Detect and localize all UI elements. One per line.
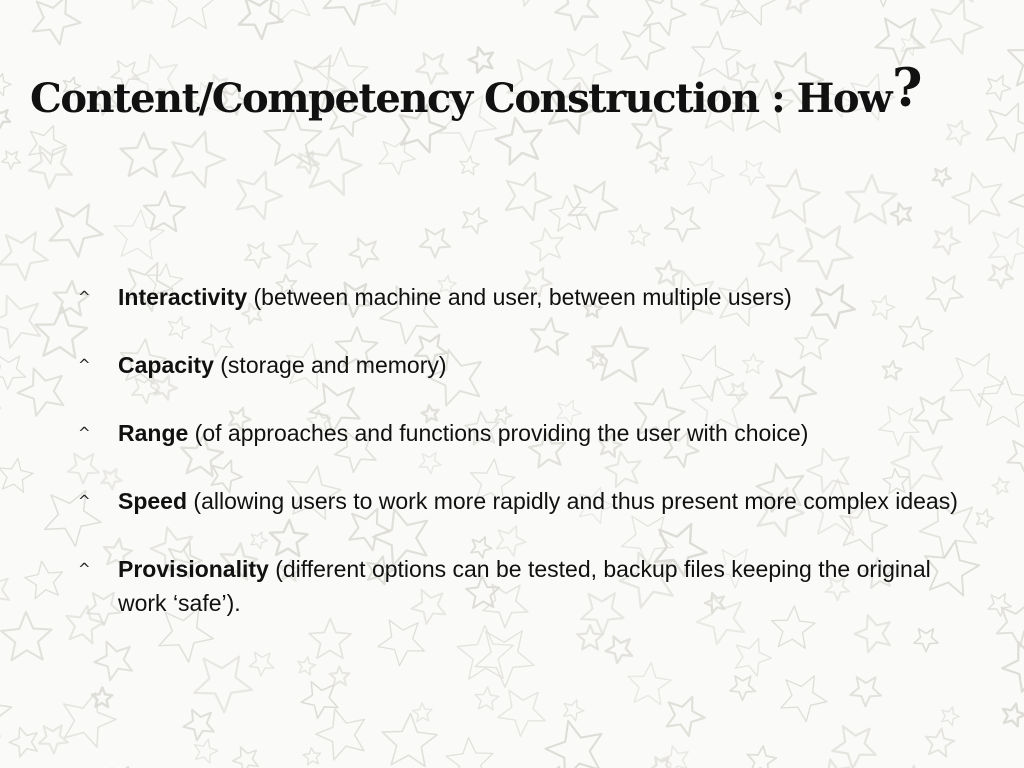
star-shape bbox=[729, 0, 778, 25]
star-shape bbox=[650, 153, 669, 173]
star-shape bbox=[239, 0, 283, 39]
star-shape bbox=[952, 173, 1002, 224]
star-shape bbox=[0, 458, 33, 492]
star-shape bbox=[933, 228, 960, 255]
caret-bullet-icon: ^ bbox=[78, 492, 91, 510]
star-shape bbox=[349, 238, 378, 267]
bullet-term: Speed bbox=[118, 488, 188, 514]
star-shape bbox=[978, 376, 1024, 427]
star-shape bbox=[413, 703, 432, 722]
star-shape bbox=[183, 710, 214, 741]
star-shape bbox=[33, 0, 81, 44]
star-shape bbox=[988, 594, 1011, 617]
star-shape bbox=[865, 0, 901, 7]
star-shape bbox=[701, 0, 747, 25]
star-shape bbox=[298, 657, 316, 675]
star-shape bbox=[942, 707, 960, 726]
star-shape bbox=[781, 676, 827, 722]
star-shape bbox=[901, 35, 921, 56]
star-shape bbox=[0, 232, 48, 280]
bullet-list bbox=[78, 280, 978, 620]
star-shape bbox=[120, 133, 166, 177]
star-shape bbox=[989, 228, 1024, 269]
star-shape bbox=[798, 226, 852, 279]
star-shape bbox=[767, 170, 820, 223]
star-shape bbox=[688, 156, 725, 194]
star-shape bbox=[997, 604, 1024, 646]
star-shape bbox=[1008, 31, 1024, 88]
star-shape bbox=[457, 626, 513, 680]
star-shape bbox=[817, 760, 849, 768]
star-shape bbox=[577, 625, 603, 650]
star-shape bbox=[546, 721, 602, 768]
star-shape bbox=[245, 243, 271, 268]
bullet-item bbox=[78, 484, 968, 518]
slide-title-question-mark: ? bbox=[892, 58, 922, 119]
star-shape bbox=[1002, 642, 1024, 691]
caret-bullet-icon: ^ bbox=[78, 560, 91, 578]
star-shape bbox=[233, 747, 259, 768]
star-shape bbox=[0, 687, 12, 737]
star-shape bbox=[2, 151, 21, 169]
star-shape bbox=[172, 132, 225, 188]
bullet-term: Interactivity bbox=[118, 284, 248, 310]
star-shape bbox=[475, 687, 499, 710]
bullet-term: Range bbox=[118, 420, 189, 446]
star-shape bbox=[530, 228, 563, 261]
star-shape bbox=[739, 160, 764, 185]
star-shape bbox=[506, 173, 552, 221]
star-shape bbox=[29, 126, 66, 164]
star-shape bbox=[0, 109, 10, 128]
caret-bullet-icon: ^ bbox=[78, 424, 91, 442]
star-shape bbox=[569, 182, 618, 231]
star-shape bbox=[94, 642, 132, 681]
star-shape bbox=[832, 726, 875, 768]
star-shape bbox=[92, 688, 112, 708]
star-shape bbox=[316, 709, 365, 760]
star-shape bbox=[496, 118, 542, 164]
bullet-item bbox=[78, 280, 968, 314]
star-shape bbox=[786, 0, 809, 13]
star-shape bbox=[1003, 704, 1024, 727]
star-shape bbox=[379, 139, 415, 175]
star-shape bbox=[956, 0, 976, 2]
star-shape bbox=[947, 121, 971, 145]
star-shape bbox=[735, 639, 771, 676]
star-shape bbox=[855, 615, 890, 652]
bullet-detail: (storage and memory) bbox=[213, 352, 447, 378]
star-shape bbox=[498, 690, 545, 736]
bullet-detail: (between machine and user, between multiple users) bbox=[247, 284, 792, 310]
star-shape bbox=[50, 205, 103, 257]
star-shape bbox=[301, 682, 338, 719]
star-shape bbox=[39, 725, 68, 753]
star-shape bbox=[25, 561, 63, 598]
star-shape bbox=[926, 728, 954, 756]
star-shape bbox=[249, 652, 274, 676]
star-shape bbox=[278, 231, 317, 268]
star-shape bbox=[378, 620, 425, 666]
star-shape bbox=[194, 657, 252, 713]
star-shape bbox=[989, 265, 1013, 289]
bullet-term: Provisionality bbox=[118, 556, 269, 582]
star-shape bbox=[121, 0, 152, 9]
star-shape bbox=[756, 234, 793, 272]
star-shape bbox=[629, 225, 650, 246]
star-shape bbox=[446, 738, 493, 768]
star-shape bbox=[462, 208, 487, 234]
star-shape bbox=[309, 619, 351, 659]
star-shape bbox=[850, 677, 881, 706]
bullet-item bbox=[78, 416, 968, 450]
star-shape bbox=[667, 697, 705, 736]
star-shape bbox=[162, 0, 218, 29]
star-shape bbox=[0, 296, 40, 348]
star-shape bbox=[114, 210, 164, 259]
star-shape bbox=[237, 172, 283, 220]
star-shape bbox=[324, 0, 380, 25]
bullet-detail: (allowing users to work more rapidly and thus present more complex ideas) bbox=[187, 488, 958, 514]
star-shape bbox=[330, 666, 350, 685]
slide-title-text: Content/Competency Construction : How bbox=[30, 75, 892, 122]
bullet-term: Capacity bbox=[118, 352, 214, 378]
bullet-detail: (of approaches and functions providing the user with choice) bbox=[188, 420, 809, 446]
star-shape bbox=[628, 663, 671, 705]
star-shape bbox=[420, 229, 450, 258]
star-shape bbox=[891, 203, 912, 224]
star-shape bbox=[303, 748, 321, 765]
star-shape bbox=[665, 208, 701, 242]
star-shape bbox=[475, 631, 534, 688]
star-shape bbox=[144, 192, 185, 232]
star-shape bbox=[1007, 440, 1024, 475]
slide-title bbox=[30, 58, 1010, 123]
star-shape bbox=[914, 629, 938, 652]
star-shape bbox=[0, 355, 26, 389]
star-shape bbox=[846, 175, 896, 224]
star-shape bbox=[1009, 174, 1024, 227]
star-shape bbox=[511, 0, 544, 6]
bullet-item bbox=[78, 348, 968, 382]
star-shape bbox=[29, 146, 72, 188]
star-shape bbox=[195, 739, 218, 763]
star-shape bbox=[0, 74, 11, 96]
bullet-item bbox=[78, 552, 968, 620]
star-shape bbox=[747, 746, 776, 768]
star-shape bbox=[306, 139, 361, 195]
star-shape bbox=[460, 156, 479, 175]
star-shape bbox=[64, 693, 116, 747]
star-shape bbox=[9, 727, 37, 757]
star-shape bbox=[555, 0, 598, 30]
star-shape bbox=[992, 477, 1009, 494]
star-shape bbox=[1, 612, 51, 660]
star-shape bbox=[976, 509, 994, 527]
star-shape bbox=[931, 0, 983, 54]
caret-bullet-icon: ^ bbox=[78, 356, 91, 374]
caret-bullet-icon: ^ bbox=[78, 288, 91, 306]
star-shape bbox=[0, 574, 9, 609]
star-shape bbox=[606, 636, 633, 663]
bullet-detail: (different options can be tested, backup files keeping the original work ‘safe’). bbox=[118, 556, 931, 616]
star-shape bbox=[730, 676, 756, 700]
star-shape bbox=[564, 700, 584, 721]
star-shape bbox=[933, 168, 951, 186]
